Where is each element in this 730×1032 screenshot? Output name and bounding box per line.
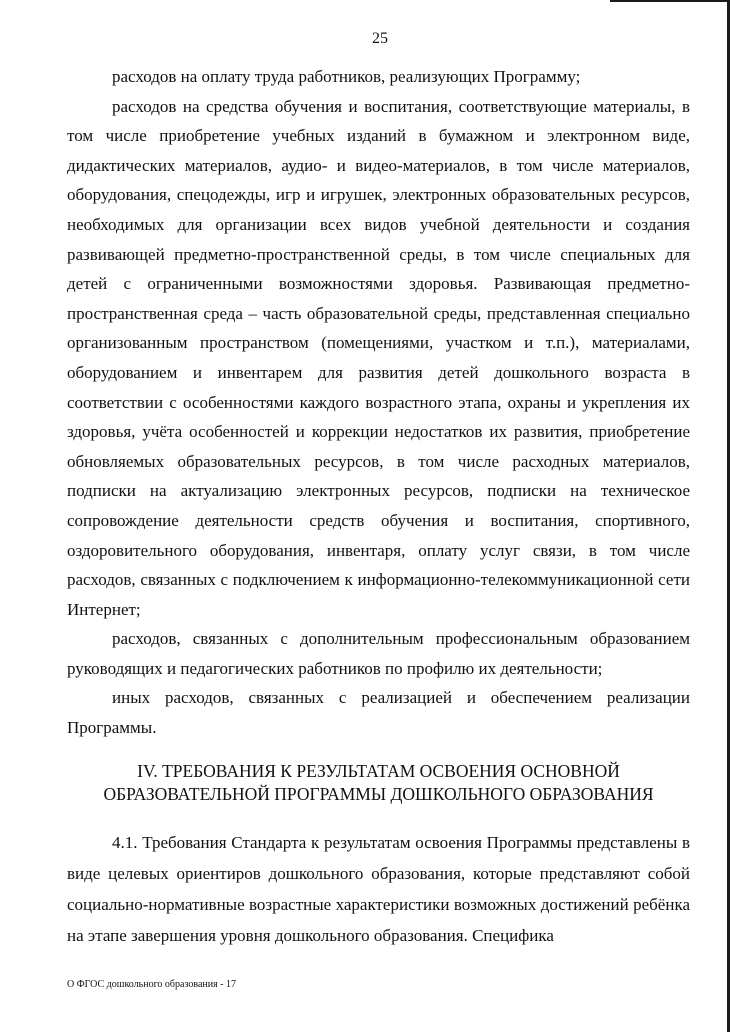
paragraph-labor-costs: расходов на оплату труда работников, реализующих Программу; — [112, 67, 581, 86]
scan-edge-top — [610, 0, 730, 2]
section-heading — [67, 760, 690, 806]
page-number: 25 — [372, 30, 388, 47]
body-text — [67, 62, 690, 743]
section-heading-line2: ОБРАЗОВАТЕЛЬНОЙ ПРОГРАММЫ ДОШКОЛЬНОГО ОБРАЗОВАНИЯ — [103, 784, 654, 804]
footer-note: О ФГОС дошкольного образования - 17 — [67, 979, 237, 990]
section-body — [67, 827, 690, 951]
paragraph-requirements-4-1: 4.1. Требования Стандарта к результатам освоения Программы представлены в виде целевых ориентиров дошкольного образования, которые представляют собой социально-нормативные возрастные характеристики возможных достижений ребёнка на этапе завершения уровня дошкольного образования. Специфика — [67, 833, 690, 945]
paragraph-professional-education: расходов, связанных с дополнительным профессиональным образованием руководящих и педагогических работников по профилю их деятельности; — [67, 629, 690, 678]
section-heading-line1: IV. ТРЕБОВАНИЯ К РЕЗУЛЬТАТАМ ОСВОЕНИЯ ОСНОВНОЙ — [137, 761, 620, 781]
paragraph-other-expenses: иных расходов, связанных с реализацией и обеспечением реализации Программы. — [67, 688, 690, 738]
paragraph-teaching-materials: расходов на средства обучения и воспитания, соответствующие материалы, в том числе приобретение учебных изданий в бумажном и электронном виде, дидактических материалов, аудио- и видео-материалов, в том числе материалов, оборудования, спецодежды, игр и игрушек, электронных образовательных ресурсов, необходимых для организации всех видов учебной деятельности и создания развивающей предметно-пространственной среды, в том числе специальных для детей с ограниченными возможностями здоровья. Развивающая предметно-пространственная среда – часть образовательной среды, представленная специально организованным пространством (помещениями, участком и т.п.), материалами, оборудованием и инвентарем для развития детей дошкольного возраста в соответствии с особенностями каждого возрастного этапа, охраны и укрепления их здоровья, учёта особенностей и коррекции недостатков их развития, приобретение обновляемых образовательных ресурсов, в том числе расходных материалов, подписки на актуализацию электронных ресурсов, подписки на техническое сопровождение деятельности средств обучения и воспитания, спортивного, оздоровительного оборудования, инвентаря, оплату услуг связи, в том числе расходов, связанных с подключением к информационно-телекоммуникационной сети Интернет; — [67, 96, 690, 619]
